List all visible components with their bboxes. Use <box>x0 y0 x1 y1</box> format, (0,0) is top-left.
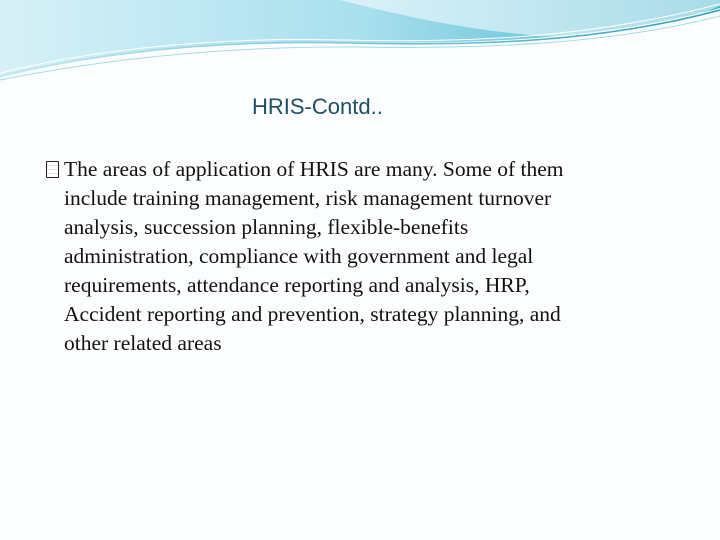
slide-body <box>40 155 680 358</box>
paragraph-text <box>64 155 680 358</box>
bullet-paragraph <box>40 155 680 358</box>
paragraph-line: administration, compliance with government and legal <box>64 244 534 268</box>
bullet-glyph-icon <box>40 155 64 184</box>
paragraph-line: The areas of application of HRIS are many. Some of them <box>64 157 564 181</box>
paragraph-line: requirements, attendance reporting and analysis, HRP, <box>64 273 530 297</box>
paragraph-line: analysis, succession planning, flexible-benefits <box>64 215 469 239</box>
paragraph-line: Accident reporting and prevention, strategy planning, and <box>64 302 561 326</box>
paragraph-line: other related areas <box>64 331 222 355</box>
header-wave-decoration <box>0 0 720 90</box>
paragraph-line: include training management, risk management turnover <box>64 186 552 210</box>
slide-title: HRIS-Contd.. <box>252 94 383 119</box>
